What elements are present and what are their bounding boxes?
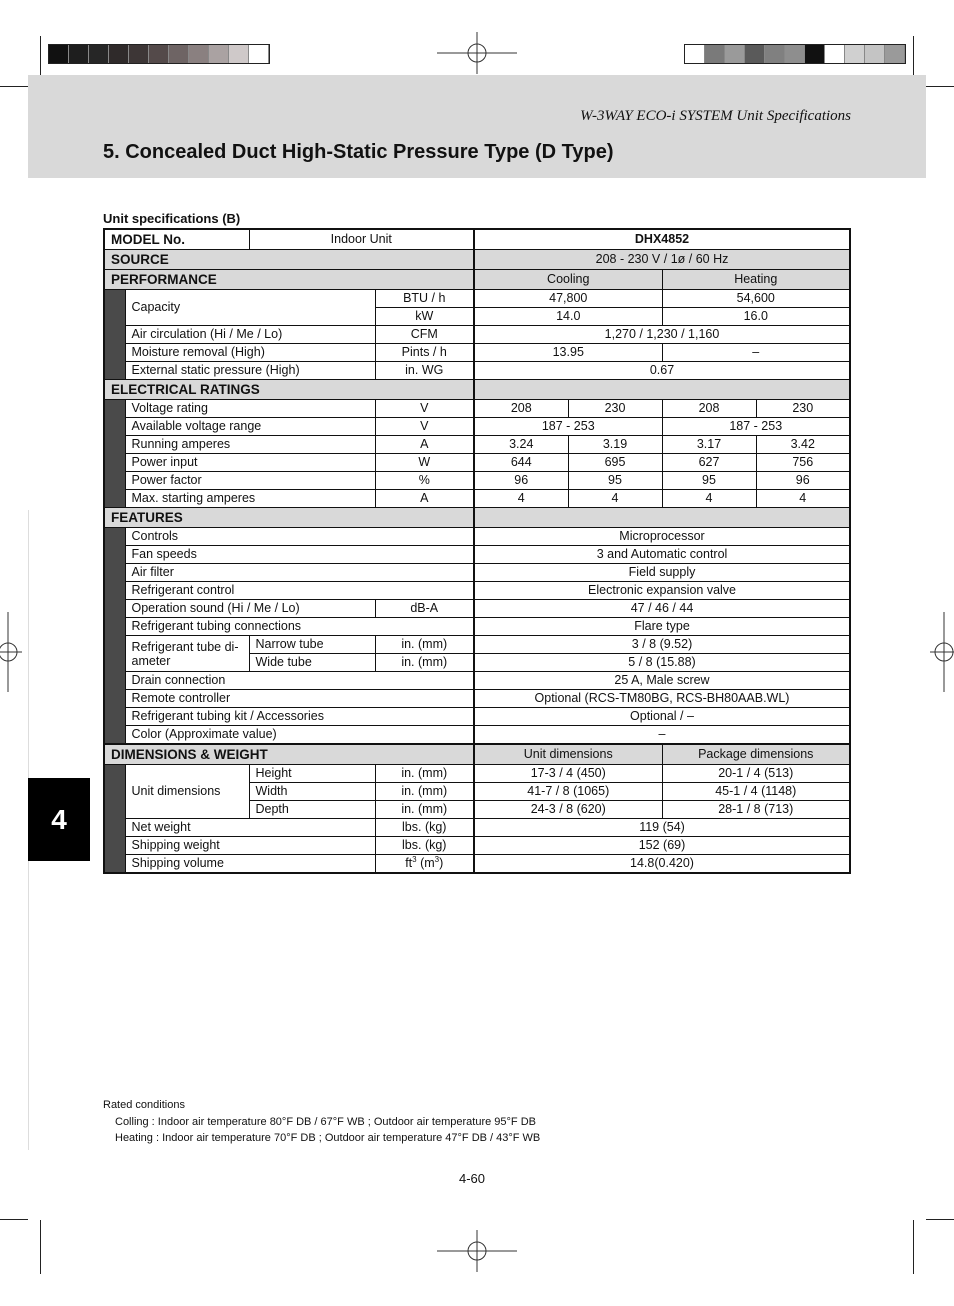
value-cell: 3.19 <box>568 436 662 454</box>
unit-cell: in. (mm) <box>375 801 474 819</box>
value-cell: 4 <box>662 490 756 508</box>
unit-cell: in. (mm) <box>375 765 474 783</box>
table-row <box>104 618 850 636</box>
value-cell: 17-3 / 4 (450) <box>474 765 662 783</box>
row-label: Refrigerant control <box>125 582 474 600</box>
value-cell: Flare type <box>474 618 850 636</box>
table-row <box>104 528 850 546</box>
value-cell: Field supply <box>474 564 850 582</box>
unit-dimensions-header: Unit dimensions <box>474 744 662 765</box>
unit-cell <box>375 855 474 874</box>
package-dimensions-header: Package dimensions <box>662 744 850 765</box>
electrical-label: ELECTRICAL RATINGS <box>104 380 474 400</box>
table-row <box>104 765 850 783</box>
row-label: Unit dimensions <box>125 765 249 819</box>
value-cell: 5 / 8 (15.88) <box>474 654 850 672</box>
section-fill <box>474 508 850 528</box>
value-cell: 644 <box>474 454 568 472</box>
calibration-swatch <box>705 45 725 63</box>
calibration-swatch <box>169 45 189 63</box>
table-row <box>104 600 850 618</box>
row-label: Power input <box>125 454 375 472</box>
row-label: Max. starting amperes <box>125 490 375 508</box>
table-row <box>104 290 850 308</box>
unit-cell: V <box>375 400 474 418</box>
table-row <box>104 472 850 490</box>
capacity-label: Capacity <box>125 290 375 326</box>
crop-mark <box>926 86 954 87</box>
value-cell: 3 / 8 (9.52) <box>474 636 850 654</box>
row-label: Net weight <box>125 819 375 837</box>
value-cell: – <box>474 726 850 745</box>
row-label: Remote controller <box>125 690 474 708</box>
value-cell: 24-3 / 8 (620) <box>474 801 662 819</box>
calibration-swatch <box>825 45 845 63</box>
value-cell: Optional / – <box>474 708 850 726</box>
calibration-swatch <box>745 45 765 63</box>
model-label: MODEL No. <box>104 229 249 250</box>
section-side-bar <box>104 290 125 380</box>
cooling-header: Cooling <box>474 270 662 290</box>
unit-cell: A <box>375 490 474 508</box>
value-cell: 95 <box>568 472 662 490</box>
calibration-swatch <box>109 45 129 63</box>
registration-mark-bottom <box>437 1230 517 1272</box>
table-row <box>104 546 850 564</box>
electrical-header-row <box>104 380 850 400</box>
footnote-title: Rated conditions <box>103 1099 185 1111</box>
table-row <box>104 726 850 745</box>
value-cell: 41-7 / 8 (1065) <box>474 783 662 801</box>
unit-cell: in. WG <box>375 362 474 380</box>
calibration-swatch <box>189 45 209 63</box>
calibration-swatch <box>229 45 249 63</box>
source-value: 208 - 230 V / 1ø / 60 Hz <box>474 250 850 270</box>
value-cell: 3.42 <box>756 436 850 454</box>
row-sublabel: Height <box>249 765 375 783</box>
row-sublabel: Wide tube <box>249 654 375 672</box>
row-label: Fan speeds <box>125 546 474 564</box>
value-cell: Optional (RCS-TM80BG, RCS-BH80AAB.WL) <box>474 690 850 708</box>
row-label: Running amperes <box>125 436 375 454</box>
row-label: Moisture removal (High) <box>125 344 375 362</box>
footnote-heating: Heating : Indoor air temperature 70°F DB ; Outdoor air temperature 47°F DB / 43°F WB <box>115 1132 541 1144</box>
unit-cell: V <box>375 418 474 436</box>
row-label: Refrigerant tubing kit / Accessories <box>125 708 474 726</box>
value-cell: Electronic expansion valve <box>474 582 850 600</box>
registration-mark-top <box>437 32 517 74</box>
table-row <box>104 672 850 690</box>
crop-mark <box>0 86 28 87</box>
unit-cell: lbs. (kg) <box>375 819 474 837</box>
unit-text: (m <box>416 856 435 870</box>
row-label: Power factor <box>125 472 375 490</box>
calibration-swatch <box>765 45 785 63</box>
unit-cell: A <box>375 436 474 454</box>
value-cell: 3.17 <box>662 436 756 454</box>
section-side-bar <box>104 765 125 874</box>
value-cell: 4 <box>474 490 568 508</box>
unit-cell: kW <box>375 308 474 326</box>
unit-cell: in. (mm) <box>375 636 474 654</box>
value-cell: 1,270 / 1,230 / 1,160 <box>474 326 850 344</box>
crop-mark <box>40 1220 41 1274</box>
footnote-cooling: Colling : Indoor air temperature 80°F DB / 67°F WB ; Outdoor air temperature 95°F DB <box>115 1116 536 1128</box>
unit-cell: W <box>375 454 474 472</box>
table-row <box>104 362 850 380</box>
value-cell: 3 and Automatic control <box>474 546 850 564</box>
crop-mark <box>926 1219 954 1220</box>
table-row <box>104 636 850 654</box>
value-cell: 20-1 / 4 (513) <box>662 765 850 783</box>
row-label: Air circulation (Hi / Me / Lo) <box>125 326 375 344</box>
spec-table <box>103 228 851 874</box>
features-header-row <box>104 508 850 528</box>
running-title: W-3WAY ECO-i SYSTEM Unit Specifications <box>580 108 851 124</box>
color-calibration-bar-right <box>684 44 906 64</box>
unit-superscript: 3 <box>434 855 440 864</box>
value-cell: 13.95 <box>474 344 662 362</box>
value-cell: 0.67 <box>474 362 850 380</box>
section-title: 5. Concealed Duct High-Static Pressure Type (D Type) <box>103 141 614 163</box>
section-side-bar <box>104 528 125 745</box>
row-label: Shipping weight <box>125 837 375 855</box>
table-row <box>104 582 850 600</box>
value-cell: 14.0 <box>474 308 662 326</box>
unit-cell: in. (mm) <box>375 654 474 672</box>
unit-cell: in. (mm) <box>375 783 474 801</box>
table-row <box>104 454 850 472</box>
performance-label: PERFORMANCE <box>104 270 474 290</box>
row-label: Controls <box>125 528 474 546</box>
registration-mark-left <box>0 612 22 692</box>
value-cell: 95 <box>662 472 756 490</box>
section-fill <box>474 380 850 400</box>
row-sublabel: Width <box>249 783 375 801</box>
value-cell: 152 (69) <box>474 837 850 855</box>
calibration-swatch <box>885 45 905 63</box>
value-cell: 47 / 46 / 44 <box>474 600 850 618</box>
value-cell: 28-1 / 8 (713) <box>662 801 850 819</box>
row-label: Refrigerant tube di-ameter <box>125 636 249 672</box>
value-cell: 187 - 253 <box>662 418 850 436</box>
calibration-swatch <box>209 45 229 63</box>
table-row <box>104 819 850 837</box>
table-row <box>104 326 850 344</box>
row-sublabel: Narrow tube <box>249 636 375 654</box>
row-label: Voltage rating <box>125 400 375 418</box>
unit-text: ft <box>405 856 413 870</box>
crop-mark <box>913 1220 914 1274</box>
unit-text: ) <box>439 856 444 870</box>
dimensions-label: DIMENSIONS & WEIGHT <box>104 744 474 765</box>
unit-cell: lbs. (kg) <box>375 837 474 855</box>
row-label: Shipping volume <box>125 855 375 874</box>
value-cell: 230 <box>568 400 662 418</box>
calibration-swatch <box>685 45 705 63</box>
calibration-swatch <box>785 45 805 63</box>
unit-cell: CFM <box>375 326 474 344</box>
table-row <box>104 837 850 855</box>
chapter-tab: 4 <box>28 778 90 861</box>
value-cell: Microprocessor <box>474 528 850 546</box>
calibration-swatch <box>725 45 745 63</box>
registration-mark-right <box>930 612 954 692</box>
calibration-swatch <box>89 45 109 63</box>
value-cell: 4 <box>756 490 850 508</box>
heating-header: Heating <box>662 270 850 290</box>
table-row <box>104 690 850 708</box>
table-row <box>104 708 850 726</box>
indoor-unit-label: Indoor Unit <box>249 229 474 250</box>
table-row <box>104 400 850 418</box>
value-cell: 187 - 253 <box>474 418 662 436</box>
value-cell: 756 <box>756 454 850 472</box>
value-cell: 47,800 <box>474 290 662 308</box>
row-label: Refrigerant tubing connections <box>125 618 474 636</box>
unit-superscript: 3 <box>412 855 417 864</box>
table-row <box>104 344 850 362</box>
row-label: Available voltage range <box>125 418 375 436</box>
performance-header-row <box>104 270 850 290</box>
row-sublabel: Depth <box>249 801 375 819</box>
value-cell: 54,600 <box>662 290 850 308</box>
unit-cell: Pints / h <box>375 344 474 362</box>
value-cell: – <box>662 344 850 362</box>
model-row <box>104 229 850 250</box>
row-label: Color (Approximate value) <box>125 726 474 745</box>
row-label: Drain connection <box>125 672 474 690</box>
source-label: SOURCE <box>104 250 474 270</box>
value-cell: 3.24 <box>474 436 568 454</box>
value-cell: 695 <box>568 454 662 472</box>
calibration-swatch <box>845 45 865 63</box>
table-row <box>104 855 850 874</box>
row-label: Operation sound (Hi / Me / Lo) <box>125 600 375 618</box>
calibration-swatch <box>49 45 69 63</box>
table-caption: Unit specifications (B) <box>103 211 241 226</box>
value-cell: 96 <box>756 472 850 490</box>
features-label: FEATURES <box>104 508 474 528</box>
section-side-bar <box>104 400 125 508</box>
crop-mark <box>0 1219 28 1220</box>
calibration-swatch <box>805 45 825 63</box>
value-cell: 96 <box>474 472 568 490</box>
value-cell: 208 <box>474 400 568 418</box>
value-cell: 4 <box>568 490 662 508</box>
table-row <box>104 436 850 454</box>
color-calibration-bar-left <box>48 44 270 64</box>
calibration-swatch <box>69 45 89 63</box>
calibration-swatch <box>129 45 149 63</box>
value-cell: 45-1 / 4 (1148) <box>662 783 850 801</box>
calibration-swatch <box>249 45 269 63</box>
value-cell: 208 <box>662 400 756 418</box>
unit-cell: % <box>375 472 474 490</box>
value-cell: 627 <box>662 454 756 472</box>
table-row <box>104 490 850 508</box>
value-cell: 16.0 <box>662 308 850 326</box>
dimensions-header-row <box>104 744 850 765</box>
value-cell: 230 <box>756 400 850 418</box>
table-row <box>104 418 850 436</box>
value-cell: 25 A, Male screw <box>474 672 850 690</box>
calibration-swatch <box>149 45 169 63</box>
unit-cell: dB-A <box>375 600 474 618</box>
calibration-swatch <box>865 45 885 63</box>
value-cell: 14.8(0.420) <box>474 855 850 874</box>
row-label: Air filter <box>125 564 474 582</box>
row-label: External static pressure (High) <box>125 362 375 380</box>
page-number: 4-60 <box>459 1171 486 1186</box>
source-row <box>104 250 850 270</box>
value-cell: 119 (54) <box>474 819 850 837</box>
table-row <box>104 564 850 582</box>
unit-cell: BTU / h <box>375 290 474 308</box>
model-value: DHX4852 <box>474 229 850 250</box>
